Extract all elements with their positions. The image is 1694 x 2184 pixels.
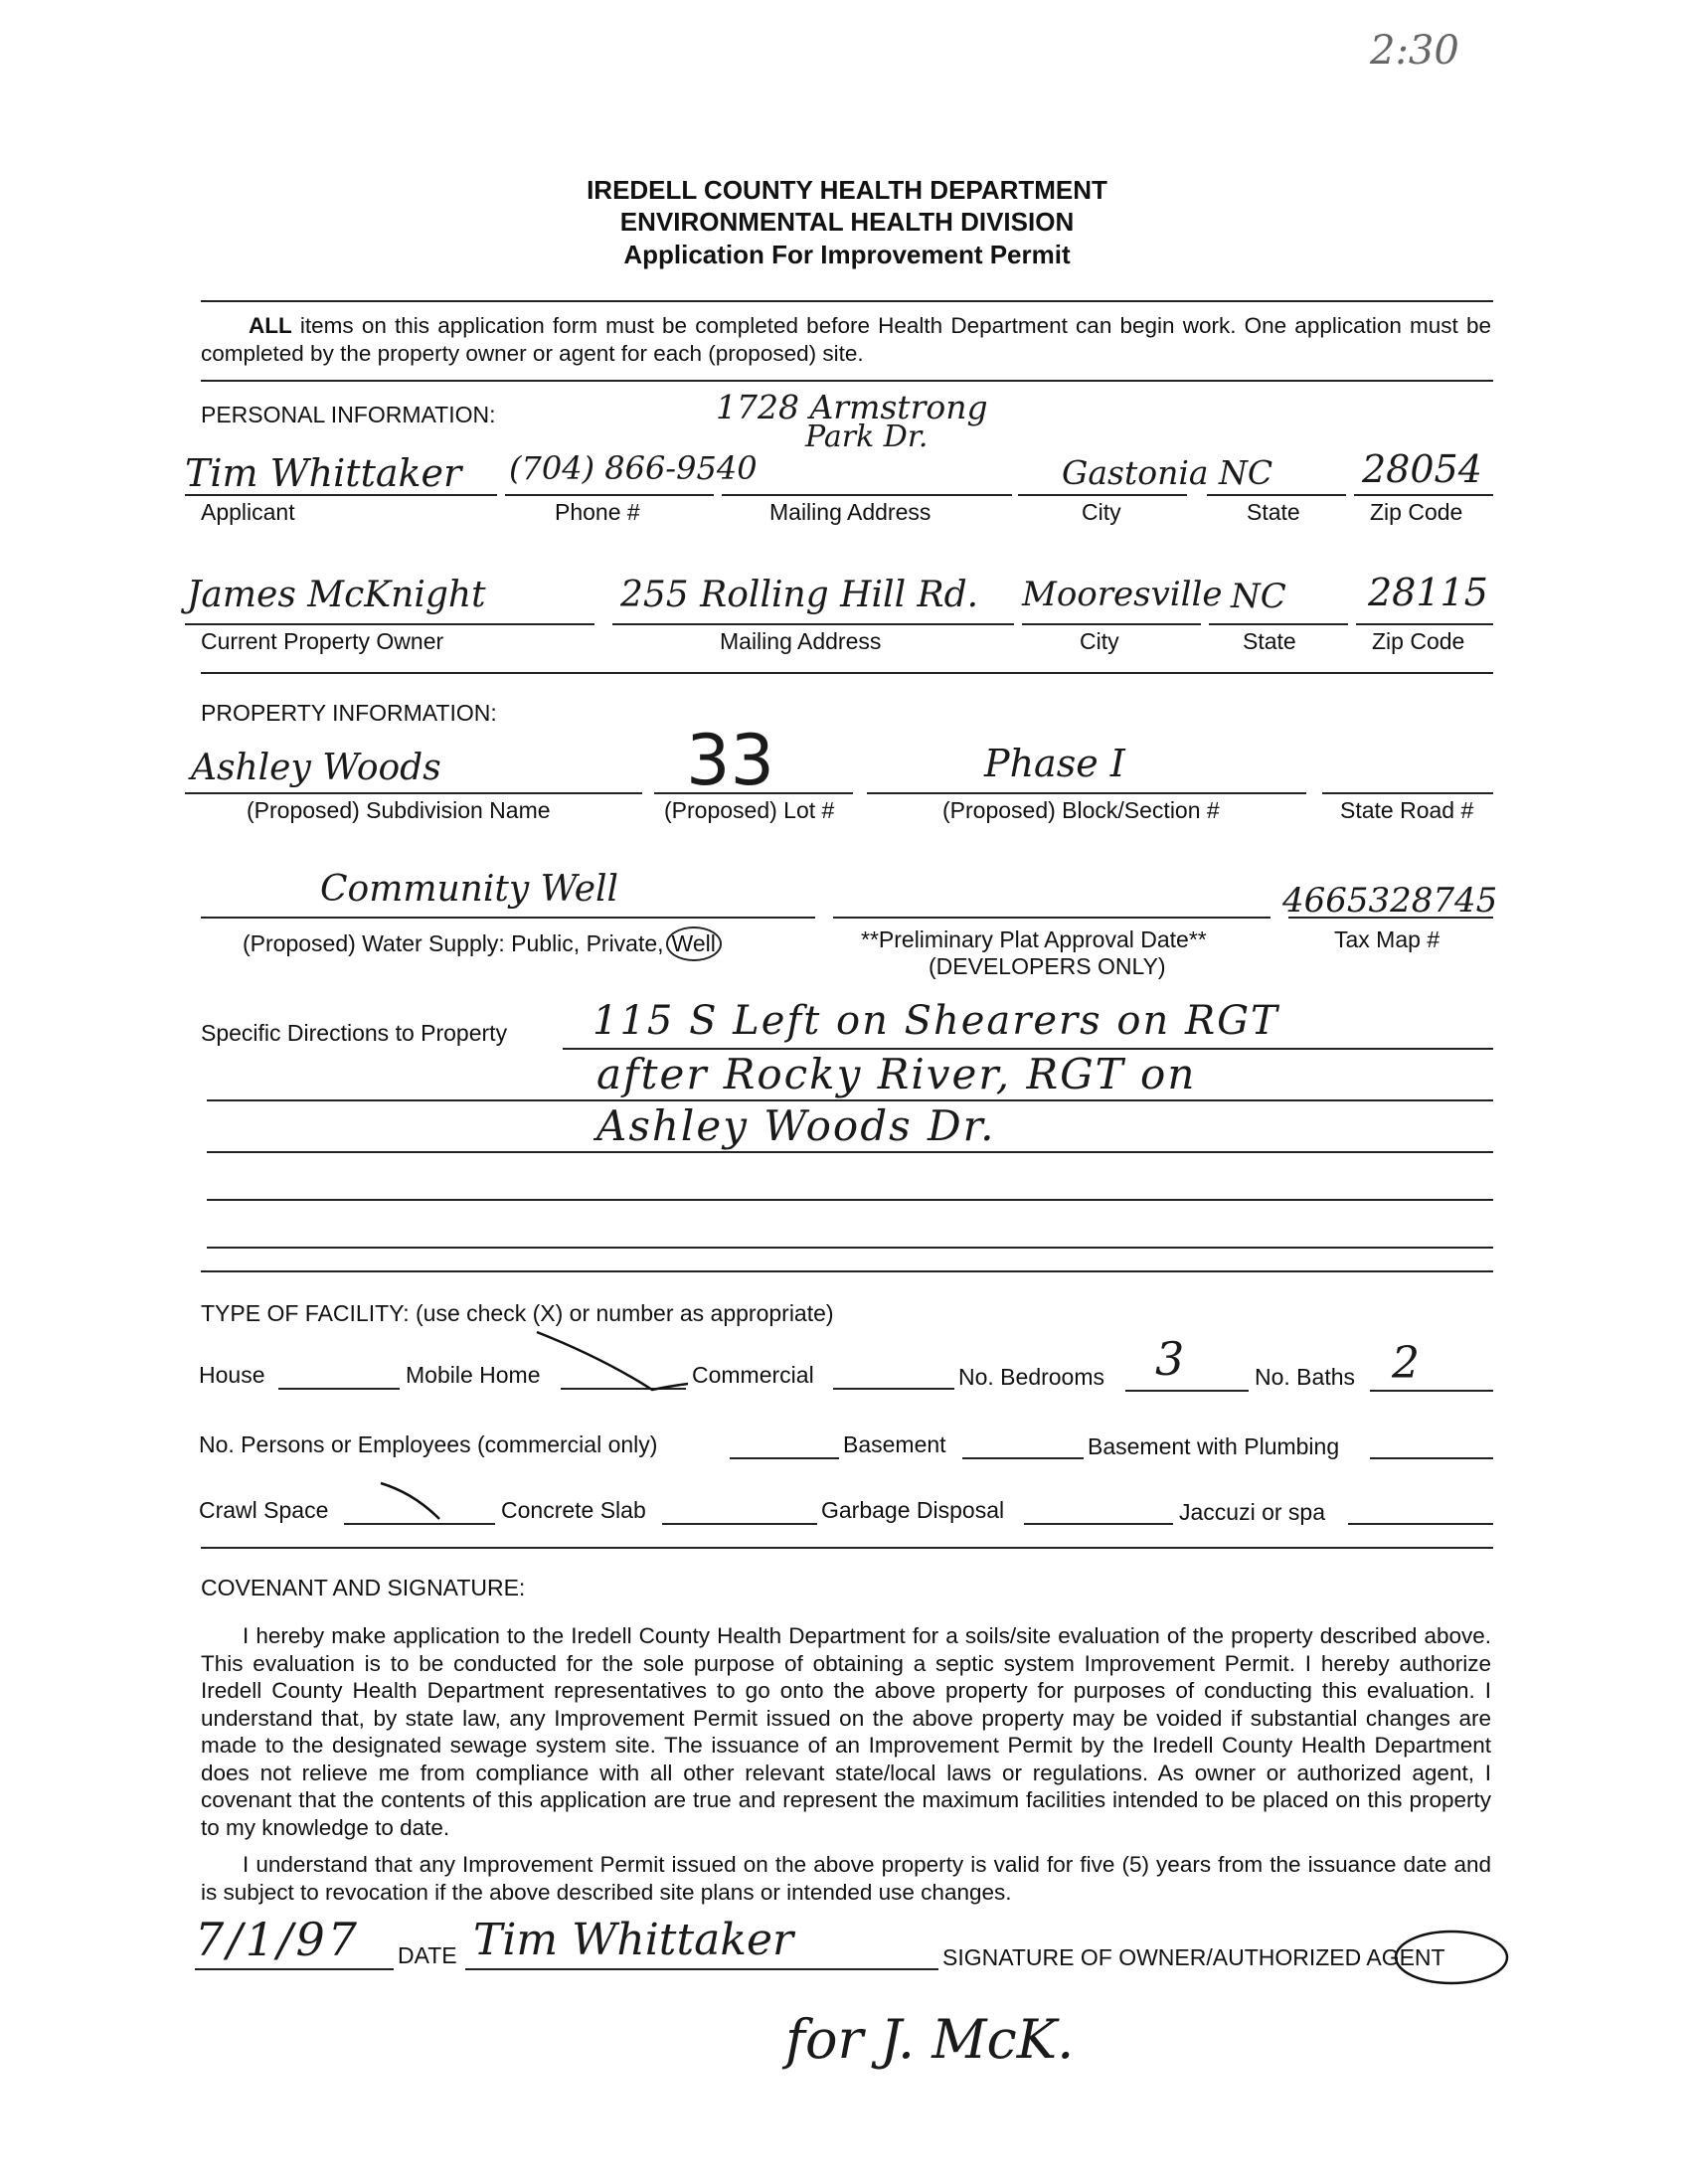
state-label: State — [1247, 499, 1300, 525]
date-label: DATE — [398, 1942, 457, 1968]
divider — [201, 300, 1493, 302]
owner-name-value: James McKnight — [187, 575, 486, 615]
owner-city-value: Mooresville — [1022, 575, 1223, 614]
divider — [201, 1547, 1493, 1549]
subdivision-line — [185, 792, 642, 794]
directions-line-2: after Rocky River, RGT on — [596, 1050, 1197, 1098]
directions-rule-5 — [207, 1247, 1493, 1249]
phone-label: Phone # — [555, 499, 640, 525]
block-label: (Proposed) Block/Section # — [942, 797, 1220, 823]
owner-city-label: City — [1080, 628, 1119, 654]
date-line — [195, 1968, 394, 1970]
directions-line-1: 115 S Left on Shearers on RGT — [593, 998, 1279, 1044]
zip-line — [1354, 494, 1493, 496]
water-supply-line — [201, 917, 815, 919]
applicant-address-value-2: Park Dr. — [805, 420, 929, 454]
header-division: ENVIRONMENTAL HEALTH DIVISION — [619, 207, 1075, 237]
applicant-state-value: NC — [1219, 453, 1273, 492]
owner-label: Current Property Owner — [201, 628, 444, 654]
basement-label: Basement — [843, 1431, 946, 1457]
bedrooms-label: No. Bedrooms — [958, 1364, 1105, 1390]
owner-mailing-label: Mailing Address — [720, 628, 882, 654]
intro-text — [201, 312, 1491, 367]
crawl-space-label: Crawl Space — [199, 1497, 329, 1523]
directions-rule-3 — [207, 1151, 1493, 1153]
concrete-slab-label: Concrete Slab — [501, 1497, 646, 1523]
water-supply-label — [243, 926, 722, 961]
tax-map-value: 4665328745 — [1282, 881, 1498, 921]
covenant-heading: COVENANT AND SIGNATURE: — [201, 1575, 526, 1600]
applicant-label: Applicant — [201, 499, 295, 525]
subdivision-label: (Proposed) Subdivision Name — [247, 797, 551, 823]
baths-line — [1370, 1390, 1493, 1392]
baths-label: No. Baths — [1255, 1364, 1355, 1390]
crawl-space-line — [344, 1523, 495, 1525]
signature-label-text: SIGNATURE OF OWNER/AUTHORIZED AGENT — [942, 1944, 1445, 1970]
block-value: Phase I — [984, 742, 1125, 785]
plat-date-line — [833, 917, 1270, 919]
applicant-name-value: Tim Whittaker — [185, 451, 462, 495]
plat-date-label: **Preliminary Plat Approval Date** — [861, 926, 1207, 952]
block-line — [867, 792, 1306, 794]
phone-line — [505, 494, 714, 496]
property-heading: PROPERTY INFORMATION: — [201, 700, 497, 726]
agent-circle-mark — [1392, 1927, 1511, 1988]
owner-zip-line — [1356, 623, 1493, 625]
mobile-home-label: Mobile Home — [406, 1362, 541, 1388]
plat-date-sublabel: (DEVELOPERS ONLY) — [929, 953, 1166, 979]
bedrooms-line — [1125, 1390, 1249, 1392]
signature-note: for J. McK. — [785, 2008, 1075, 2071]
jaccuzi-label: Jaccuzi or spa — [1179, 1499, 1326, 1525]
water-circled-well: Well — [666, 926, 722, 961]
persons-line — [730, 1457, 839, 1459]
garbage-disposal-line — [1024, 1523, 1173, 1525]
applicant-address-value-1: 1728 Armstrong — [716, 388, 988, 426]
facility-heading: TYPE OF FACILITY: (use check (X) or number as appropriate) — [201, 1300, 834, 1326]
road-line — [1322, 792, 1493, 794]
covenant-paragraph-1: I hereby make application to the Iredell County Health Department for a soils/site evaluation of the property described above. This evaluation is to be conducted for the sole purpose of obtaining a septic system Improvement Permit. I hereby authorize Iredell County Health Department representatives to go onto the above property for purposes of conducting this evaluation. I understand that, by state law, any Improvement Permit issued on the above property may be voided if substantial changes are made to the designated sewage system site. The issuance of an Improvement Permit by the Iredell County Health Department does not relieve me from compliance with all other relevant state/local laws or regulations. As owner or authorized agent, I covenant that the contents of this application are true and represent the maximum facilities intended to be placed on this property to my knowledge to date. — [201, 1623, 1491, 1840]
applicant-zip-value: 28054 — [1362, 447, 1482, 491]
applicant-city-value: Gastonia — [1062, 453, 1209, 492]
directions-label: Specific Directions to Property — [201, 1020, 508, 1046]
garbage-disposal-label: Garbage Disposal — [821, 1497, 1005, 1523]
directions-rule-4 — [207, 1199, 1493, 1201]
owner-mailing-line — [612, 623, 1014, 625]
margin-note: 2:30 — [1370, 28, 1459, 74]
persons-label: No. Persons or Employees (commercial only) — [199, 1431, 658, 1457]
directions-line-3: Ashley Woods Dr. — [596, 1101, 996, 1150]
divider — [201, 380, 1493, 382]
header-department: IREDELL COUNTY HEALTH DEPARTMENT — [587, 175, 1107, 205]
tax-map-line — [1288, 917, 1493, 919]
jaccuzi-line — [1348, 1523, 1493, 1525]
basement-plumbing-label: Basement with Plumbing — [1088, 1433, 1340, 1459]
commercial-label: Commercial — [692, 1362, 814, 1388]
signature-label — [942, 1944, 1445, 1971]
owner-address-value: 255 Rolling Hill Rd. — [620, 575, 979, 615]
baths-value: 2 — [1392, 1338, 1420, 1389]
owner-zip-value: 28115 — [1368, 571, 1488, 614]
water-supply-value: Community Well — [320, 869, 619, 910]
commercial-line — [833, 1388, 954, 1390]
owner-state-label: State — [1243, 628, 1296, 654]
basement-plumbing-line — [1370, 1457, 1493, 1459]
owner-state-value: NC — [1231, 577, 1286, 616]
header-form-title: Application For Improvement Permit — [623, 240, 1071, 269]
lot-line — [654, 792, 853, 794]
owner-state-line — [1209, 623, 1348, 625]
mobile-home-check-mark — [533, 1328, 692, 1394]
mailing-line — [722, 494, 1012, 496]
water-supply-text: (Proposed) Water Supply: Public, Private, — [243, 930, 664, 956]
bedrooms-value: 3 — [1155, 1332, 1185, 1386]
mailing-address-label: Mailing Address — [769, 499, 932, 525]
covenant-paragraph-2: I understand that any Improvement Permit issued on the above property is valid for five (5) years from the issuance date and is subject to revocation if the above described site plans or intended use changes. — [201, 1852, 1491, 1905]
divider — [201, 672, 1493, 674]
road-label: State Road # — [1340, 797, 1474, 823]
owner-line — [185, 623, 594, 625]
house-line — [278, 1388, 400, 1390]
tax-map-label: Tax Map # — [1334, 926, 1440, 952]
owner-city-line — [1022, 623, 1201, 625]
applicant-line — [185, 494, 497, 496]
house-label: House — [199, 1362, 265, 1388]
owner-zip-label: Zip Code — [1372, 628, 1465, 654]
concrete-slab-line — [662, 1523, 817, 1525]
state-line — [1207, 494, 1346, 496]
intro-bold: ALL — [249, 313, 292, 338]
divider — [201, 1270, 1493, 1272]
applicant-phone-value: (704) 866-9540 — [509, 449, 758, 487]
signature-value: Tim Whittaker — [473, 1915, 794, 1965]
lot-label: (Proposed) Lot # — [664, 797, 835, 823]
signature-line — [465, 1968, 938, 1970]
zip-label: Zip Code — [1370, 499, 1463, 525]
city-line — [1018, 494, 1187, 496]
lot-value: 33 — [686, 720, 775, 801]
intro-body: items on this application form must be completed before Health Department can begin work. One application must be completed by the property owner or agent for each (proposed) site. — [201, 313, 1491, 366]
basement-line — [962, 1457, 1084, 1459]
date-value: 7/1/97 — [195, 1913, 361, 1966]
subdivision-value: Ashley Woods — [191, 748, 441, 788]
crawl-space-check-mark — [378, 1479, 447, 1523]
personal-heading: PERSONAL INFORMATION: — [201, 402, 496, 427]
city-label: City — [1082, 499, 1121, 525]
